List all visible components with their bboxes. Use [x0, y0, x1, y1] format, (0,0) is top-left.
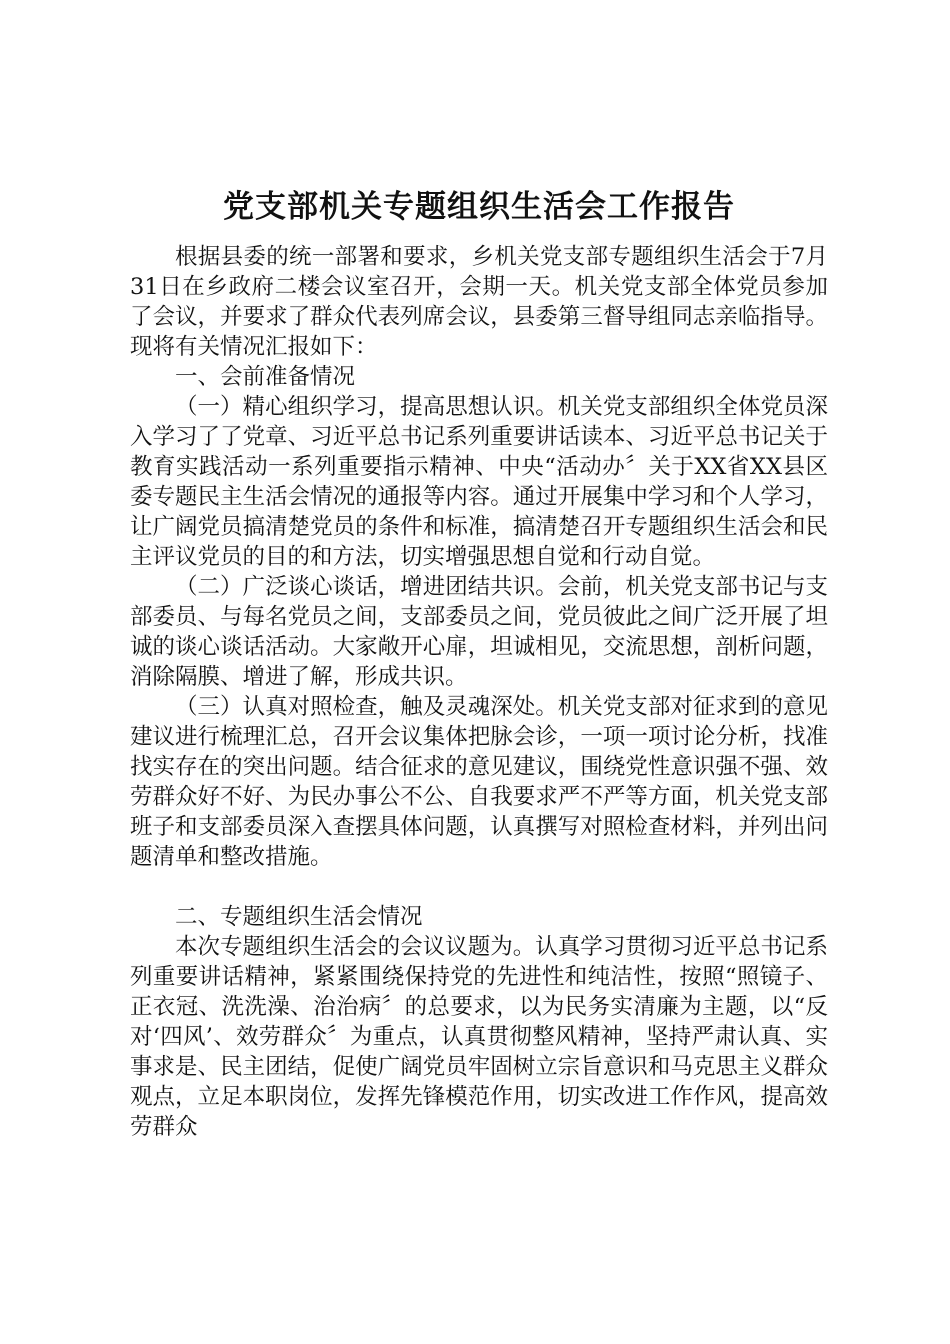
paragraph-review: （三）认真对照检查，触及灵魂深处。机关党支部对征求到的意见建议进行梳理汇总，召开会议集体把脉会诊，一项一项讨论分析，找准找实存在的突出问题。结合征求的意见建议，围绕党性意识强不强、效劳群众好不好、为民办事公不公、自我要求严不严等方面，机关党支部班子和支部委员深入查摆具体问题，认真撰写对照检查材料，并列出问题清单和整改措施。	[130, 694, 828, 870]
blank-line	[130, 872, 828, 902]
document-page	[130, 178, 828, 1142]
paragraph-talks: （二）广泛谈心谈话，增进团结共识。会前，机关党支部书记与支部委员、与每名党员之间，支部委员之间，党员彼此之间广泛开展了坦诚的谈心谈话活动。大家敞开心扉，坦诚相见，交流思想，剖析问题，消除隔膜、增进了解，形成共识。	[130, 574, 828, 690]
paragraph-study: （一）精心组织学习，提高思想认识。机关党支部组织全体党员深入学习了了党章、习近平总书记系列重要讲话读本、习近平总书记关于教育实践活动一系列重要指示精神、中央“活动办〞关于XX省XX县区委专题民主生活会情况的通报等内容。通过开展集中学习和个人学习，让广阔党员搞清楚党员的条件和标准，搞清楚召开专题组织生活会和民主评议党员的目的和方法，切实增强思想自觉和行动自觉。	[130, 394, 828, 570]
paragraph-meeting-topic: 本次专题组织生活会的会议议题为。认真学习贯彻习近平总书记系列重要讲话精神，紧紧围绕保持党的先进性和纯洁性，按照“照镜子、正衣冠、洗洗澡、治治病〞的总要求，以为民务实清廉为主题，以“反对‘四风’、效劳群众〞为重点，认真贯彻整风精神，坚持严肃认真、实事求是、民主团结，促使广阔党员牢固树立宗旨意识和马克思主义群众观点，立足本职岗位，发挥先锋模范作用，切实改进工作作风，提高效劳群众	[130, 934, 828, 1140]
section-heading-preparation: 一、会前准备情况	[175, 364, 356, 390]
document-title: 党支部机关专题组织生活会工作报告	[223, 189, 735, 225]
intro-paragraph: 根据县委的统一部署和要求，乡机关党支部专题组织生活会于7月31日在乡政府二楼会议室召开，会期一天。机关党支部全体党员参加了会议，并要求了群众代表列席会议，县委第三督导组同志亲临指导。现将有关情况汇报如下：	[130, 244, 828, 360]
section-heading-meeting: 二、专题组织生活会情况	[175, 904, 423, 930]
